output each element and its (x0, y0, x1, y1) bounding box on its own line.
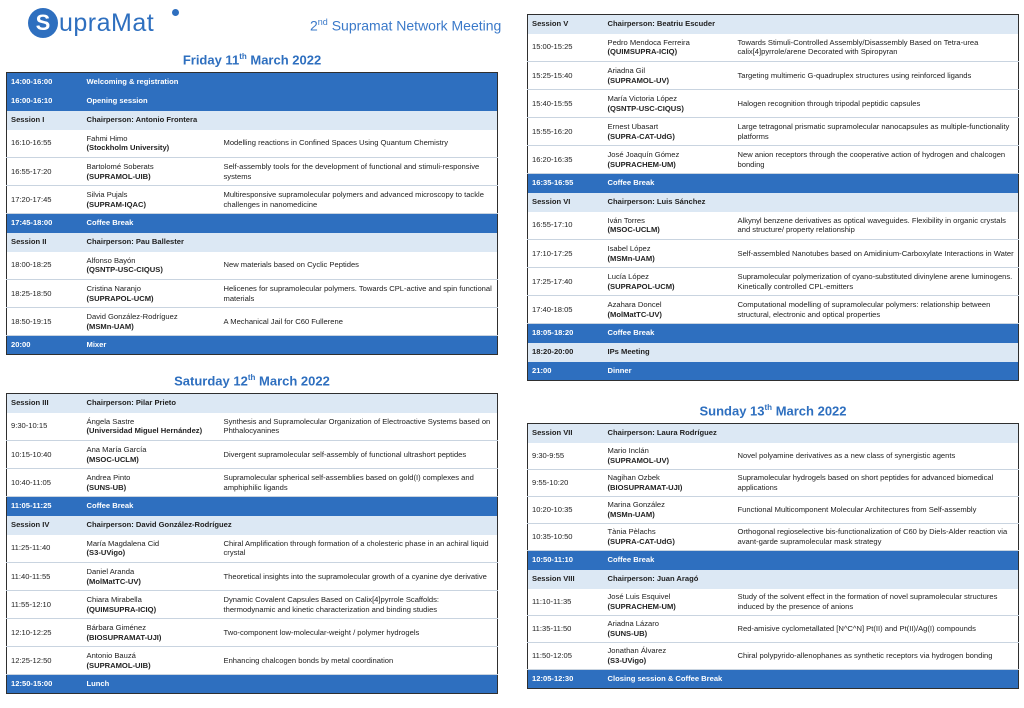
talk-speaker-cell (604, 90, 734, 118)
speaker-affiliation: (SUPRACHEM-UM) (607, 601, 676, 611)
speaker-affiliation: (S3-UVigo) (607, 656, 647, 665)
talk-row (7, 591, 498, 619)
talk-time: 9:30-9:55 (528, 443, 604, 470)
talk-row (528, 443, 1019, 470)
day-title-sup: th (247, 373, 256, 382)
event-time: 18:05-18:20 (528, 324, 604, 343)
session-row (528, 343, 1019, 362)
speaker-affiliation: (BIOSUPRAMAT-UJI) (86, 632, 162, 642)
speaker-name: Ana María García (86, 444, 147, 454)
talk-speaker-cell (83, 280, 220, 308)
event-row (528, 174, 1019, 193)
talk-title: Towards Stimuli-Controlled Assembly/Disassembly Based on Tetra-urea calix[4]pyrrole/arene Decorated with Spiropyran (734, 34, 1019, 62)
talk-title: Chiral polypyrido-allenophanes as synthetic receptors via hydrogen bonding (734, 643, 1019, 670)
session-name: Session VII (528, 424, 604, 443)
talk-speaker-cell (604, 62, 734, 90)
day-title-text: Saturday 12 (174, 373, 248, 389)
speaker-name: Isabel López (607, 243, 651, 253)
talk-speaker-cell (83, 647, 220, 675)
talk-speaker-cell (83, 469, 220, 497)
talk-title: Chiral Amplification through formation of a cholesteric phase in an achiral liquid crystal (220, 535, 498, 563)
talk-time: 10:40-11:05 (7, 469, 83, 497)
talk-row (7, 619, 498, 647)
event-label: Coffee Break (604, 174, 1019, 193)
speaker-affiliation: (QSNTP-USC-CIQUS) (86, 265, 163, 275)
talk-speaker-cell (604, 497, 734, 524)
speaker-name: Cristina Naranjo (86, 283, 141, 293)
talk-row (528, 296, 1019, 324)
talk-row (7, 441, 498, 469)
talk-time: 12:25-12:50 (7, 647, 83, 675)
talk-speaker-cell (83, 130, 220, 158)
friday-program-table (6, 72, 498, 355)
sunday-program-table (527, 423, 1019, 689)
talk-time: 11:10-11:35 (528, 589, 604, 616)
talk-title: Self-assembled Nanotubes based on Amidinium-Carboxylate Interactions in Water (734, 240, 1019, 268)
talk-title: Synthesis and Supramolecular Organization of Electroactive Systems based on Phthalocyanines (220, 413, 498, 441)
speaker-name: David González-Rodríguez (86, 311, 178, 321)
speaker-name: Ernest Ubasart (607, 121, 659, 131)
event-label: Coffee Break (83, 497, 498, 516)
talk-speaker-cell (604, 34, 734, 62)
talk-time: 18:00-18:25 (7, 252, 83, 280)
speaker-name: Fahmi Himo (86, 133, 128, 143)
session-name: Session IV (7, 516, 83, 535)
speaker-name: Ángela Sastre (86, 416, 135, 426)
talk-time: 11:55-12:10 (7, 591, 83, 619)
meeting-ordinal-sup: nd (317, 17, 328, 27)
speaker-affiliation: (MSMn-UAM) (86, 321, 134, 331)
event-label: Opening session (83, 92, 498, 111)
speaker-name: Tània Pèlachs (607, 527, 656, 537)
talk-time: 16:20-16:35 (528, 146, 604, 174)
talk-speaker-cell (604, 443, 734, 470)
talk-time: 11:25-11:40 (7, 535, 83, 563)
event-label: Lunch (83, 675, 498, 694)
event-time: 10:50-11:10 (528, 551, 604, 570)
talk-speaker-cell (604, 268, 734, 296)
session-name: Session VI (528, 193, 604, 212)
event-label: Welcoming & registration (83, 73, 498, 92)
session-name: Session III (7, 394, 83, 413)
speaker-affiliation: (QUIMSUPRA-ICIQ) (86, 604, 157, 614)
talk-row (7, 647, 498, 675)
talk-title: Supramolecular polymerization of cyano-substituted divinylene arene luminogens. Kinetically controlled CPL-emitters (734, 268, 1019, 296)
talk-time: 10:15-10:40 (7, 441, 83, 469)
session-row (7, 394, 498, 413)
talk-title: Enhancing chalcogen bonds by metal coordination (220, 647, 498, 675)
talk-row (528, 268, 1019, 296)
speaker-affiliation: (MolMatTC-UV) (607, 309, 662, 319)
talk-row (528, 616, 1019, 643)
talk-title: Dynamic Covalent Capsules Based on Calix[4]pyrrole Scaffolds: thermodynamic and kinetic characterization and binding studies (220, 591, 498, 619)
talk-time: 9:30-10:15 (7, 413, 83, 441)
event-time: 21:00 (528, 362, 604, 381)
speaker-affiliation: (MSOC-UCLM) (607, 225, 660, 235)
talk-speaker-cell (83, 619, 220, 647)
talk-time: 16:55-17:10 (528, 212, 604, 240)
talk-speaker-cell (604, 470, 734, 497)
speaker-name: Antonio Bauzá (86, 650, 136, 660)
session-name: Session II (7, 233, 83, 252)
talk-row (7, 252, 498, 280)
talk-title: New materials based on Cyclic Peptides (220, 252, 498, 280)
event-row (7, 675, 498, 694)
talk-time: 15:55-16:20 (528, 118, 604, 146)
talk-row (7, 413, 498, 441)
talk-speaker-cell (604, 118, 734, 146)
event-row (528, 324, 1019, 343)
speaker-name: Chiara Mirabella (86, 594, 142, 604)
event-time: 16:35-16:55 (528, 174, 604, 193)
session-row (528, 15, 1019, 34)
talk-speaker-cell (83, 252, 220, 280)
speaker-name: Daniel Aranda (86, 566, 135, 576)
session-row (7, 516, 498, 535)
speaker-name: Andrea Pinto (86, 472, 131, 482)
talk-speaker-cell (604, 524, 734, 551)
talk-speaker-cell (604, 589, 734, 616)
speaker-affiliation: (SUPRAMOL-UV) (607, 455, 670, 465)
talk-title: Self-assembly tools for the development of functional and stimuli-responsive systems (220, 158, 498, 186)
speaker-affiliation: (SUPRAM-IQAC) (86, 199, 146, 209)
talk-row (7, 563, 498, 591)
talk-title: Helicenes for supramolecular polymers. Towards CPL-active and spin functional materials (220, 280, 498, 308)
talk-time: 10:20-10:35 (528, 497, 604, 524)
session-row (528, 570, 1019, 589)
speaker-affiliation: (MolMatTC-UV) (86, 576, 141, 586)
day-title-text: Sunday 13 (699, 403, 765, 419)
talk-row (528, 146, 1019, 174)
talk-time: 16:10-16:55 (7, 130, 83, 158)
talk-time: 17:10-17:25 (528, 240, 604, 268)
talk-row (7, 186, 498, 214)
speaker-name: José Joaquín Gómez (607, 149, 680, 159)
speaker-affiliation: (MSMn-UAM) (607, 510, 655, 519)
speaker-name: Mario Inclán (607, 446, 649, 456)
speaker-name: María Victoria López (607, 93, 678, 103)
talk-row (528, 90, 1019, 118)
session-row (7, 233, 498, 252)
talk-time: 18:50-19:15 (7, 308, 83, 336)
talk-title: Computational modelling of supramolecular polymers: relationship between structural, electronic and optical properties (734, 296, 1019, 324)
speaker-name: Azahara Doncel (607, 299, 662, 309)
talk-speaker-cell (604, 146, 734, 174)
event-label: Closing session & Coffee Break (604, 670, 1019, 689)
event-row (528, 670, 1019, 689)
talk-time: 17:20-17:45 (7, 186, 83, 214)
session-row (7, 111, 498, 130)
talk-time: 18:25-18:50 (7, 280, 83, 308)
talk-title: Halogen recognition through tripodal peptidic capsules (734, 90, 1019, 118)
talk-row (528, 643, 1019, 670)
talk-time: 12:10-12:25 (7, 619, 83, 647)
event-row (7, 92, 498, 111)
speaker-name: Marina González (607, 500, 665, 510)
meeting-ordinal: 2 (310, 17, 318, 34)
speaker-name: Ariadna Gil (607, 65, 646, 75)
meeting-title (310, 17, 501, 34)
talk-time: 11:35-11:50 (528, 616, 604, 643)
speaker-affiliation: (SUNS-UB) (607, 629, 648, 638)
talk-title: Supramolecular hydrogels based on short peptides for advanced biomedical applications (734, 470, 1019, 497)
session-chair: Chairperson: Luis Sánchez (604, 193, 1019, 212)
talk-title: Novel polyamine derivatives as a new class of synergistic agents (734, 443, 1019, 470)
talk-time: 10:35-10:50 (528, 524, 604, 551)
event-time: 12:05-12:30 (528, 670, 604, 689)
talk-title: New anion receptors through the cooperative action of hydrogen and chalcogen bonding (734, 146, 1019, 174)
speaker-name: Nagihan Ozbek (607, 473, 660, 483)
speaker-name: Pedro Mendoca Ferreira (607, 37, 690, 47)
talk-row (528, 62, 1019, 90)
talk-title: Red-amisive cyclometallated [N^C^N] Pt(II) and Pt(II)/Ag(I) compounds (734, 616, 1019, 643)
event-label: Coffee Break (83, 214, 498, 233)
day-title-friday (6, 52, 498, 67)
event-row (7, 336, 498, 355)
speaker-name: Silvia Pujals (86, 189, 128, 199)
talk-speaker-cell (83, 591, 220, 619)
talk-time: 17:40-18:05 (528, 296, 604, 324)
talk-speaker-cell (604, 240, 734, 268)
speaker-affiliation: (S3-UVigo) (86, 548, 126, 558)
speaker-affiliation: (SUPRAPOL-UCM) (607, 281, 675, 291)
talk-speaker-cell (604, 616, 734, 643)
day-title-text: Friday 11 (182, 52, 240, 68)
speaker-affiliation: (SUPRACHEM-UM) (607, 159, 676, 169)
event-row (7, 497, 498, 516)
session-name: 18:20-20:00 (528, 343, 604, 362)
saturday-afternoon-program-table (527, 14, 1019, 381)
event-label: Mixer (83, 336, 498, 355)
speaker-affiliation: (BIOSUPRAMAT-UJI) (607, 483, 683, 492)
day-title-sunday (527, 403, 1019, 418)
talk-row (528, 34, 1019, 62)
talk-title: Large tetragonal prismatic supramolecular nanocapsules as multiple-functionality platforms (734, 118, 1019, 146)
day-title-saturday (6, 373, 498, 388)
talk-row (528, 589, 1019, 616)
event-row (7, 73, 498, 92)
talk-speaker-cell (83, 308, 220, 336)
talk-time: 11:50-12:05 (528, 643, 604, 670)
speaker-name: Iván Torres (607, 215, 645, 225)
session-chair: Chairperson: Beatriu Escuder (604, 15, 1019, 34)
talk-row (7, 469, 498, 497)
session-chair: Chairperson: Laura Rodríguez (604, 424, 1019, 443)
talk-row (528, 524, 1019, 551)
talk-row (528, 470, 1019, 497)
talk-time: 16:55-17:20 (7, 158, 83, 186)
talk-time: 15:00-15:25 (528, 34, 604, 62)
talk-title: Theoretical insights into the supramolecular growth of a cyanine dye derivative (220, 563, 498, 591)
speaker-name: Jonathan Álvarez (607, 646, 667, 656)
session-chair: Chairperson: Antonio Frontera (83, 111, 498, 130)
speaker-affiliation: (SUPRA-CAT-UdG) (607, 131, 675, 141)
session-chair: Chairperson: Pau Ballester (83, 233, 498, 252)
talk-speaker-cell (83, 158, 220, 186)
talk-title: Multiresponsive supramolecular polymers and advanced microscopy to tackle challenges in nanomedicine (220, 186, 498, 214)
event-row (7, 214, 498, 233)
speaker-affiliation: (SUNS-UB) (86, 482, 127, 492)
talk-speaker-cell (604, 296, 734, 324)
talk-title: Targeting multimeric G-quadruplex structures using reinforced ligands (734, 62, 1019, 90)
talk-row (7, 130, 498, 158)
speaker-name: Bartolomé Soberats (86, 161, 154, 171)
speaker-affiliation: (Universidad Miguel Hernández) (86, 426, 203, 436)
talk-speaker-cell (83, 413, 220, 441)
speaker-affiliation: (SUPRA-CAT-UdG) (607, 537, 675, 546)
day-title-sup: th (239, 52, 247, 61)
speaker-affiliation: (SUPRAPOL-UCM) (86, 293, 154, 303)
talk-speaker-cell (604, 643, 734, 670)
logo-dot-icon (172, 9, 179, 16)
event-time: 20:00 (7, 336, 83, 355)
day-title-sup: th (764, 403, 773, 412)
speaker-name: José Luis Esquivel (607, 592, 671, 602)
event-time: 11:05-11:25 (7, 497, 83, 516)
talk-speaker-cell (83, 186, 220, 214)
logo-text: upraMat (59, 8, 155, 37)
saturday-program-table (6, 393, 498, 694)
speaker-name: Bárbara Giménez (86, 622, 147, 632)
session-row (528, 424, 1019, 443)
talk-row (7, 535, 498, 563)
speaker-affiliation: (QUIMSUPRA-ICIQ) (607, 47, 678, 57)
meeting-title-text: Supramat Network Meeting (327, 17, 502, 34)
supramat-logo (28, 6, 154, 40)
talk-time: 15:25-15:40 (528, 62, 604, 90)
event-row (528, 362, 1019, 381)
talk-title: Divergent supramolecular self-assembly of functional ultrashort peptides (220, 441, 498, 469)
session-chair: Chairperson: David González-Rodríguez (83, 516, 498, 535)
talk-time: 11:40-11:55 (7, 563, 83, 591)
day-title-rest: March 2022 (255, 373, 330, 389)
event-time: 17:45-18:00 (7, 214, 83, 233)
speaker-name: Lucía López (607, 271, 649, 281)
session-chair: Chairperson: Pilar Prieto (83, 394, 498, 413)
session-name: Session VIII (528, 570, 604, 589)
talk-row (7, 280, 498, 308)
talk-title: A Mechanical Jail for C60 Fullerene (220, 308, 498, 336)
talk-row (528, 240, 1019, 268)
speaker-affiliation: (Stockholm University) (86, 143, 170, 153)
talk-title: Functional Multicomponent Molecular Architectures from Self-assembly (734, 497, 1019, 524)
event-time: 16:00-16:10 (7, 92, 83, 111)
talk-speaker-cell (604, 212, 734, 240)
speaker-name: Ariadna Lázaro (607, 619, 660, 629)
talk-title: Orthogonal regioselective bis-functionalization of C60 by Diels-Alder reaction via avant-garde supramolecular mask strategy (734, 524, 1019, 551)
speaker-affiliation: (SUPRAMOL-UIB) (86, 171, 151, 181)
talk-time: 15:40-15:55 (528, 90, 604, 118)
talk-title: Modelling reactions in Confined Spaces Using Quantum Chemistry (220, 130, 498, 158)
talk-time: 17:25-17:40 (528, 268, 604, 296)
session-name: Session V (528, 15, 604, 34)
event-time: 12:50-15:00 (7, 675, 83, 694)
talk-row (528, 212, 1019, 240)
talk-time: 9:55-10:20 (528, 470, 604, 497)
speaker-affiliation: (MSOC-UCLM) (86, 454, 139, 464)
speaker-affiliation: (SUPRAMOL-UIB) (86, 660, 151, 670)
logo-letter: S (28, 8, 58, 38)
event-time: 14:00-16:00 (7, 73, 83, 92)
event-label: Dinner (604, 362, 1019, 381)
session-name: Session I (7, 111, 83, 130)
talk-title: Supramolecular spherical self-assemblies based on gold(I) complexes and amphiphilic ligands (220, 469, 498, 497)
session-chair: Chairperson: Juan Aragó (604, 570, 1019, 589)
day-title-rest: March 2022 (772, 403, 847, 419)
talk-speaker-cell (83, 441, 220, 469)
talk-row (528, 497, 1019, 524)
talk-row (528, 118, 1019, 146)
speaker-affiliation: (MSMn-UAM) (607, 253, 655, 263)
talk-speaker-cell (83, 535, 220, 563)
speaker-name: María Magdalena Cid (86, 538, 160, 548)
talk-row (7, 308, 498, 336)
talk-title: Alkynyl benzene derivatives as optical waveguides. Flexibility in organic crystals and structure/ property relationship (734, 212, 1019, 240)
session-row (528, 193, 1019, 212)
talk-title: Two-component low-molecular-weight / polymer hydrogels (220, 619, 498, 647)
talk-row (7, 158, 498, 186)
speaker-name: Alfonso Bayón (86, 255, 136, 265)
event-row (528, 551, 1019, 570)
talk-title: Study of the solvent effect in the formation of novel supramolecular structures induced by the presence of anions (734, 589, 1019, 616)
talk-speaker-cell (83, 563, 220, 591)
event-label: Coffee Break (604, 324, 1019, 343)
session-chair: IPs Meeting (604, 343, 1019, 362)
speaker-affiliation: (QSNTP-USC-CIQUS) (607, 103, 684, 113)
event-label: Coffee Break (604, 551, 1019, 570)
speaker-affiliation: (SUPRAMOL-UV) (607, 75, 670, 85)
day-title-rest: March 2022 (246, 52, 322, 68)
